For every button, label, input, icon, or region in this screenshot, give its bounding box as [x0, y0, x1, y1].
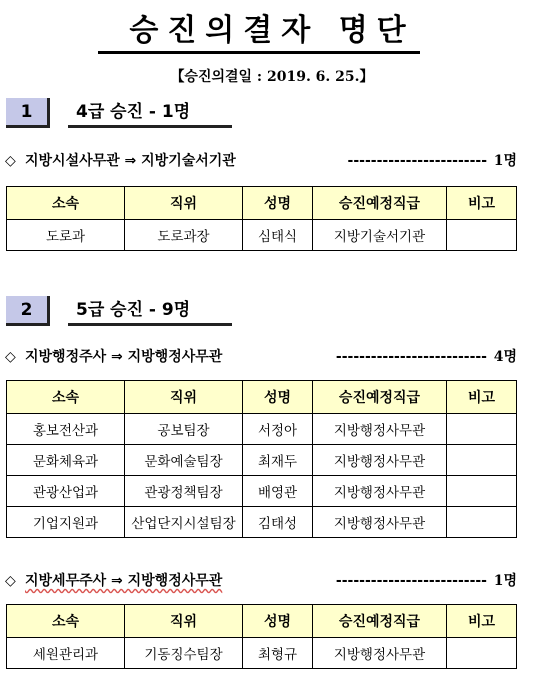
cell: 서정아: [243, 414, 313, 445]
cell: 지방행정사무관: [313, 445, 447, 476]
col-header: 비고: [447, 605, 517, 638]
col-header: 소속: [7, 381, 125, 414]
decision-date: 【승진의결일 : 2019. 6. 25.】: [170, 69, 374, 85]
diamond-icon: ◇: [5, 153, 16, 169]
cell: 지방행정사무관: [313, 507, 447, 538]
col-header: 성명: [243, 187, 313, 220]
col-header: 성명: [243, 605, 313, 638]
cell: 기업지원과: [7, 507, 125, 538]
cell: 홍보전산과: [7, 414, 125, 445]
cell: 관광산업과: [7, 476, 125, 507]
group-label: 지방시설사무관 ⇒ 지방기술서기관: [25, 153, 236, 169]
promotion-table: [6, 186, 517, 251]
col-header: 성명: [243, 381, 313, 414]
promotion-table: [6, 604, 517, 669]
col-header: 비고: [447, 187, 517, 220]
col-header: 직위: [125, 605, 243, 638]
col-header: 직위: [125, 187, 243, 220]
col-header: 비고: [447, 381, 517, 414]
section-title: 4급 승진 - 1명: [68, 98, 232, 128]
table-header-row: [7, 605, 517, 638]
cell: 문화체육과: [7, 445, 125, 476]
section-number: 1: [6, 98, 50, 128]
cell: 지방행정사무관: [313, 638, 447, 669]
cell: [447, 445, 517, 476]
cell: [447, 476, 517, 507]
cell: [447, 220, 517, 251]
table-header-row: [7, 187, 517, 220]
cell: 최재두: [243, 445, 313, 476]
cell: 최형규: [243, 638, 313, 669]
section-title: 5급 승진 - 9명: [68, 296, 232, 326]
diamond-icon: ◇: [5, 573, 16, 589]
group-count: 4명: [493, 349, 517, 365]
title-underline: [98, 51, 420, 54]
cell: 공보팀장: [125, 414, 243, 445]
col-header: 승진예정직급: [313, 381, 447, 414]
table-row: [7, 507, 517, 538]
leader-dashes: ------------------------: [347, 153, 487, 169]
cell: 지방기술서기관: [313, 220, 447, 251]
cell: 도로과: [7, 220, 125, 251]
promotion-table: [6, 380, 517, 538]
cell: 관광정책팀장: [125, 476, 243, 507]
col-header: 승진예정직급: [313, 605, 447, 638]
group-count: 1명: [493, 573, 517, 589]
cell: 지방행정사무관: [313, 414, 447, 445]
group-count: 1명: [493, 153, 517, 169]
group-heading: [5, 346, 517, 368]
cell: 김태성: [243, 507, 313, 538]
col-header: 소속: [7, 605, 125, 638]
group-label: 지방세무주사 ⇒ 지방행정사무관: [25, 573, 223, 589]
cell: 산업단지시설팀장: [125, 507, 243, 538]
cell: [447, 507, 517, 538]
group-heading: [5, 570, 517, 592]
cell: 세원관리과: [7, 638, 125, 669]
cell: 기동징수팀장: [125, 638, 243, 669]
leader-dashes: --------------------------: [335, 573, 487, 589]
table-header-row: [7, 381, 517, 414]
table-row: [7, 220, 517, 251]
table-row: [7, 414, 517, 445]
table-row: [7, 476, 517, 507]
cell: [447, 414, 517, 445]
leader-dashes: --------------------------: [335, 349, 487, 365]
col-header: 소속: [7, 187, 125, 220]
document-title: 승진의결자 명단: [129, 13, 415, 48]
col-header: 승진예정직급: [313, 187, 447, 220]
cell: 문화예술팀장: [125, 445, 243, 476]
cell: 지방행정사무관: [313, 476, 447, 507]
group-heading: [5, 150, 517, 172]
section-number: 2: [6, 296, 50, 326]
table-row: [7, 445, 517, 476]
cell: [447, 638, 517, 669]
diamond-icon: ◇: [5, 349, 16, 365]
group-label: 지방행정주사 ⇒ 지방행정사무관: [25, 349, 223, 365]
cell: 심태식: [243, 220, 313, 251]
col-header: 직위: [125, 381, 243, 414]
table-row: [7, 638, 517, 669]
cell: 도로과장: [125, 220, 243, 251]
cell: 배영관: [243, 476, 313, 507]
